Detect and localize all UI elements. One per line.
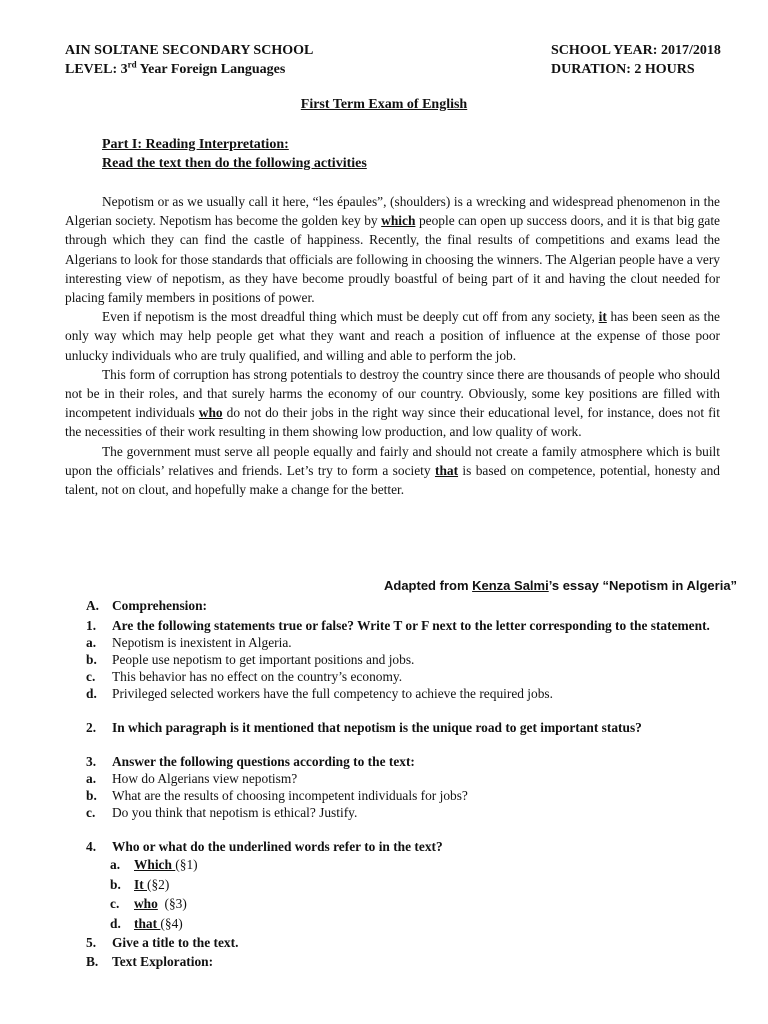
q4-item-letter: b.	[110, 876, 121, 892]
q1-item-letter: c.	[86, 669, 96, 684]
q1-item	[86, 651, 736, 668]
q2-number: 2.	[86, 720, 97, 735]
questions	[86, 597, 736, 971]
q4-item-word: that	[134, 915, 161, 931]
question-2	[86, 719, 736, 736]
q1-text: Are the following statements true or false? Write T or F next to the letter corresponding to the statement.	[112, 618, 710, 633]
school-name: AIN SOLTANE SECONDARY SCHOOL	[65, 43, 314, 58]
section-a-label: A.	[86, 598, 100, 613]
q5-text: Give a title to the text.	[112, 935, 239, 950]
section-a-heading	[86, 597, 736, 614]
section-b-title: Text Exploration:	[112, 954, 214, 969]
q1-item	[86, 668, 736, 685]
underlined-word-that: that	[434, 462, 459, 478]
q4-number: 4.	[86, 839, 97, 854]
q4-item-letter: d.	[110, 915, 121, 931]
q4-item-ref: (§1)	[175, 857, 198, 872]
q1-item-text: Nepotism is inexistent in Algeria.	[112, 635, 292, 650]
school-year: SCHOOL YEAR: 2017/2018	[551, 43, 721, 58]
p1-text-b: people can open up success doors, and it is that big gate through which they can find the castle of happiness. Recently, the final results of competitions and exams lead the Algerians to look for those standards that officials are following in choosing the winners. The Algerian people have a very interesting view of nepotism, as they have become proudly boastful of being part of it and having the clout needed for placing family members in positions of power.	[65, 213, 720, 306]
level-sup: rd	[127, 59, 137, 70]
paragraph-4	[65, 442, 720, 500]
underlined-word-which: which	[381, 213, 416, 229]
q1-item-letter: a.	[86, 635, 97, 650]
question-4	[86, 838, 736, 855]
q4-item	[86, 875, 736, 895]
p2-text-b: has been seen as the only way which may help people get what they want and reach a position of influence at the expense of those poor unlucky individuals who are truly qualified, and willing and able to perform the job.	[65, 309, 720, 363]
p4-text-a: The government must serve all people equally and fairly and should not create a family atmosphere which is built upon the officials’ relatives and friends. Let’s try to form a society	[65, 443, 720, 478]
q4-item-ref: (§3)	[157, 896, 187, 911]
q1-item	[86, 634, 736, 651]
section-b-label: B.	[86, 954, 99, 969]
question-5	[86, 933, 736, 952]
q3-item-text: How do Algerians view nepotism?	[112, 771, 298, 786]
part1-title: Part I: Reading Interpretation:	[102, 137, 289, 152]
q3-item-letter: a.	[86, 771, 97, 786]
p4-text-b: is based on competence, potential, honesty and talent, not on clout, and hopefully make a change for the better.	[65, 462, 720, 498]
reading-text	[65, 192, 720, 499]
q4-text: Who or what do the underlined words refer to in the text?	[112, 839, 443, 854]
level-line	[65, 59, 313, 81]
q3-item	[86, 770, 736, 787]
p2-text-a: Even if nepotism is the most dreadful thing which must be deeply cut off from any society,	[102, 309, 599, 325]
part1-heading	[102, 135, 367, 173]
q1-item-text: This behavior has no effect on the country’s economy.	[112, 669, 403, 684]
q4-item-word: Which	[134, 857, 176, 872]
q3-number: 3.	[86, 754, 97, 769]
q3-item-letter: b.	[86, 788, 97, 803]
q3-item	[86, 804, 736, 821]
q1-item	[86, 685, 736, 702]
level-prefix: LEVEL: 3	[65, 62, 128, 77]
q1-item-text: People use nepotism to get important positions and jobs.	[112, 652, 415, 667]
q3-item	[86, 787, 736, 804]
source-suffix: ’s essay “Nepotism in Algeria”	[548, 578, 738, 593]
source-author: Kenza Salmi	[472, 578, 549, 593]
q1-item-letter: d.	[86, 686, 97, 701]
q4-item	[86, 894, 736, 914]
q4-item-word: who	[134, 896, 158, 911]
exam-title: First Term Exam of English	[300, 97, 468, 112]
section-a-title: Comprehension:	[112, 598, 207, 613]
question-1	[86, 617, 736, 634]
section-b-heading	[86, 952, 736, 971]
q4-item-ref: (§4)	[160, 915, 183, 931]
q1-item-letter: b.	[86, 652, 97, 667]
q3-item-text: What are the results of choosing incompetent individuals for jobs?	[112, 788, 468, 803]
q4-item-letter: a.	[110, 857, 121, 872]
question-3	[86, 753, 736, 770]
q2-text: In which paragraph is it mentioned that nepotism is the unique road to get important status?	[112, 720, 642, 735]
source-prefix: Adapted from	[384, 578, 473, 593]
paragraph-3	[65, 365, 720, 442]
part1-instruction: Read the text then do the following activities	[102, 156, 367, 171]
q1-item-text: Privileged selected workers have the full competency to achieve the required jobs.	[112, 686, 553, 701]
paragraph-1	[65, 192, 720, 307]
p3-text-b: do not do their jobs in the right way since their educational level, for instance, does not fit the necessities of their work resulting in them showing low production, and low quality of work.	[65, 405, 720, 440]
header-left	[65, 43, 313, 81]
exam-duration: DURATION: 2 HOURS	[551, 62, 695, 77]
q3-text: Answer the following questions according to the text:	[112, 754, 415, 769]
q4-item	[86, 855, 736, 875]
q4-item-ref: (§2)	[147, 876, 170, 892]
q4-item-letter: c.	[110, 896, 120, 911]
header-right	[551, 43, 721, 81]
q4-item	[86, 914, 736, 934]
underlined-word-who: who	[198, 405, 223, 421]
level-suffix: Year Foreign Languages	[136, 62, 286, 77]
q4-item-word: It	[134, 876, 148, 892]
q3-item-letter: c.	[86, 805, 96, 820]
p1-text-a: Nepotism or as we usually call it here, “les épaules”, (shoulders) is a wrecking and widespread phenomenon in the Algerian society. Nepotism has become the golden key by	[65, 194, 720, 229]
paragraph-2	[65, 307, 720, 365]
q3-item-text: Do you think that nepotism is ethical? Justify.	[112, 805, 358, 820]
text-source	[384, 578, 737, 593]
q1-number: 1.	[86, 618, 97, 633]
q5-number: 5.	[86, 935, 97, 950]
underlined-word-it: it	[598, 309, 607, 325]
p3-text-a: This form of corruption has strong potentials to destroy the country since there are thousands of people who should not be in their roles, and that surely harms the economy of our country. Obviously, some key positions are filled with incompetent individuals	[65, 366, 720, 421]
